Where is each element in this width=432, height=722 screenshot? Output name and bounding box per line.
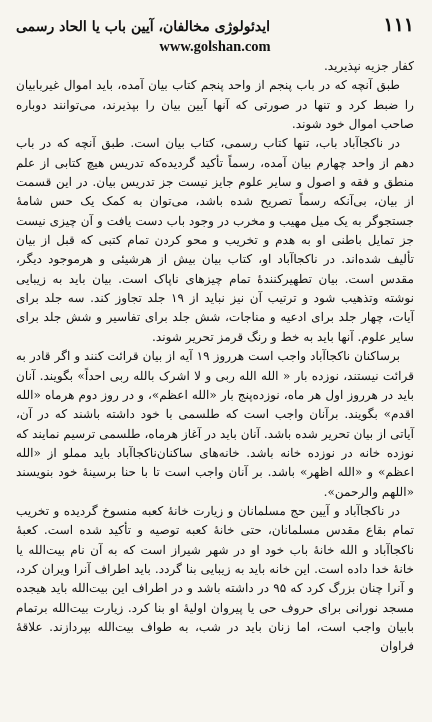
paragraph-2: طبق آنچه که در باب پنجم از واحد پنجم کتاب بیان آمده، باید اموال غیربابیان را ضبط کرد و تنها در صورتی که آنها آیین بیان را بپذیرند، می‌توانند دوباره صاحب اموال خود شوند.: [16, 78, 414, 132]
website-url: www.golshan.com: [159, 39, 271, 55]
running-title: ایدئولوژی مخالفان، آیین باب یا الحاد رسمی: [16, 19, 271, 35]
page-body: [16, 57, 414, 657]
paragraph-3: در ناکجاآباد باب، تنها کتاب رسمی، کتاب بیان است. طبق آنچه که در باب دهم از واحد چهارم بیان آمده، رسماً تأکید گردیده‌که تدریس هیچ کتابی از علم منطق و فقه و اصول و سایر علوم جایز نیست جز تدریس بیان. در این قسمت از بیان، بی‌آنکه رسماً تصریح شده باشد، می‌توان به کمک یک حس شامهٔ جستجوگر به یک میل مهیب و مخرب در وجود باب دست یافت و آن چیزی نیست جز تمایل باطنی او به هدم و تخریب و محو کردن تمام کتبی که قبل از بیان تألیف شده‌اند. در ناکجاآباد او، کتاب بیان بیش از هرشیئی و هرموجود دیگر، مقدس است. بیان تطهیرکنندهٔ تمام چیزهای ناپاک است. بیان باید به زیبایی نوشته وتذهیب شود و ترتیب آن نیز نباید از ۱۹ جلد تجاوز کند. سه جلد برای آیات، چهار جلد برای ادعیه و مناجات، شش جلد برای تفاسیر و شش جلد برای سایر علوم. آنها باید به خط و رنگ قرمز تحریر شوند.: [16, 136, 414, 344]
paragraph-1: کفار جزیه نپذیرید.: [323, 59, 414, 73]
paragraph-5: در ناکجاآباد و آیین حج مسلمانان و زیارت خانهٔ کعبه منسوخ گردیده و تخریب تمام بقاع مقدس مسلمانان، حتی خانهٔ کعبه توصیه و تأکید شده است. کعبهٔ ناکجاآباد و الله خانهٔ باب خود او در شهر شیراز است که به آن نام بیت‌الله یا خانهٔ خدا داده است. این خانه باید به زیبایی بنا گردد. باید اطراف آنرا ویران کرد، و آنرا چنان بزرگ کرد که ۹۵ در داشته باشد و در اطراف این بیت‌الله باید هیجده مسجد نورانی برای حروف حی یا پیروان اولیهٔ او بنا کرد. زیارت بیت‌الله برتمام بابیان واجب است، اما زنان باید در شب، به طواف بیت‌الله بپردازند. علاقهٔ فراوان: [16, 503, 414, 654]
page-number: ۱۱۱: [383, 14, 414, 36]
page-header: [16, 16, 414, 36]
paragraph-4: برساکنان ناکجاآباد واجب است هرروز ۱۹ آیه از بیان قرائت کنند و اگر قادر به قرائت نیستند، نوزده بار « الله الله ربی و لا اشرک بالله ربی احداً» بگویند. آنان باید در هرروز اول هر ماه، نوزده‌پنج بار «الله اعظم»، و در روز دوم هرماه «الله اقدم» بگویند. برآنان واجب است که طلسمی با خود داشته باشند که در آن، آیاتی از بیان تحریر شده باشد. آنان باید در آغاز هرماه، طلسمی ترسیم نمایند که نوزده خانه در نوزده خانه باشد. خانه‌های ساکنان‌ناکجاآباد باید مملو از «الله اعظم» و «الله اظهر» باشد. بر آنان واجب است تا با حنا برسینهٔ خود بنویسند «اللهم والرحمن».: [16, 349, 414, 499]
